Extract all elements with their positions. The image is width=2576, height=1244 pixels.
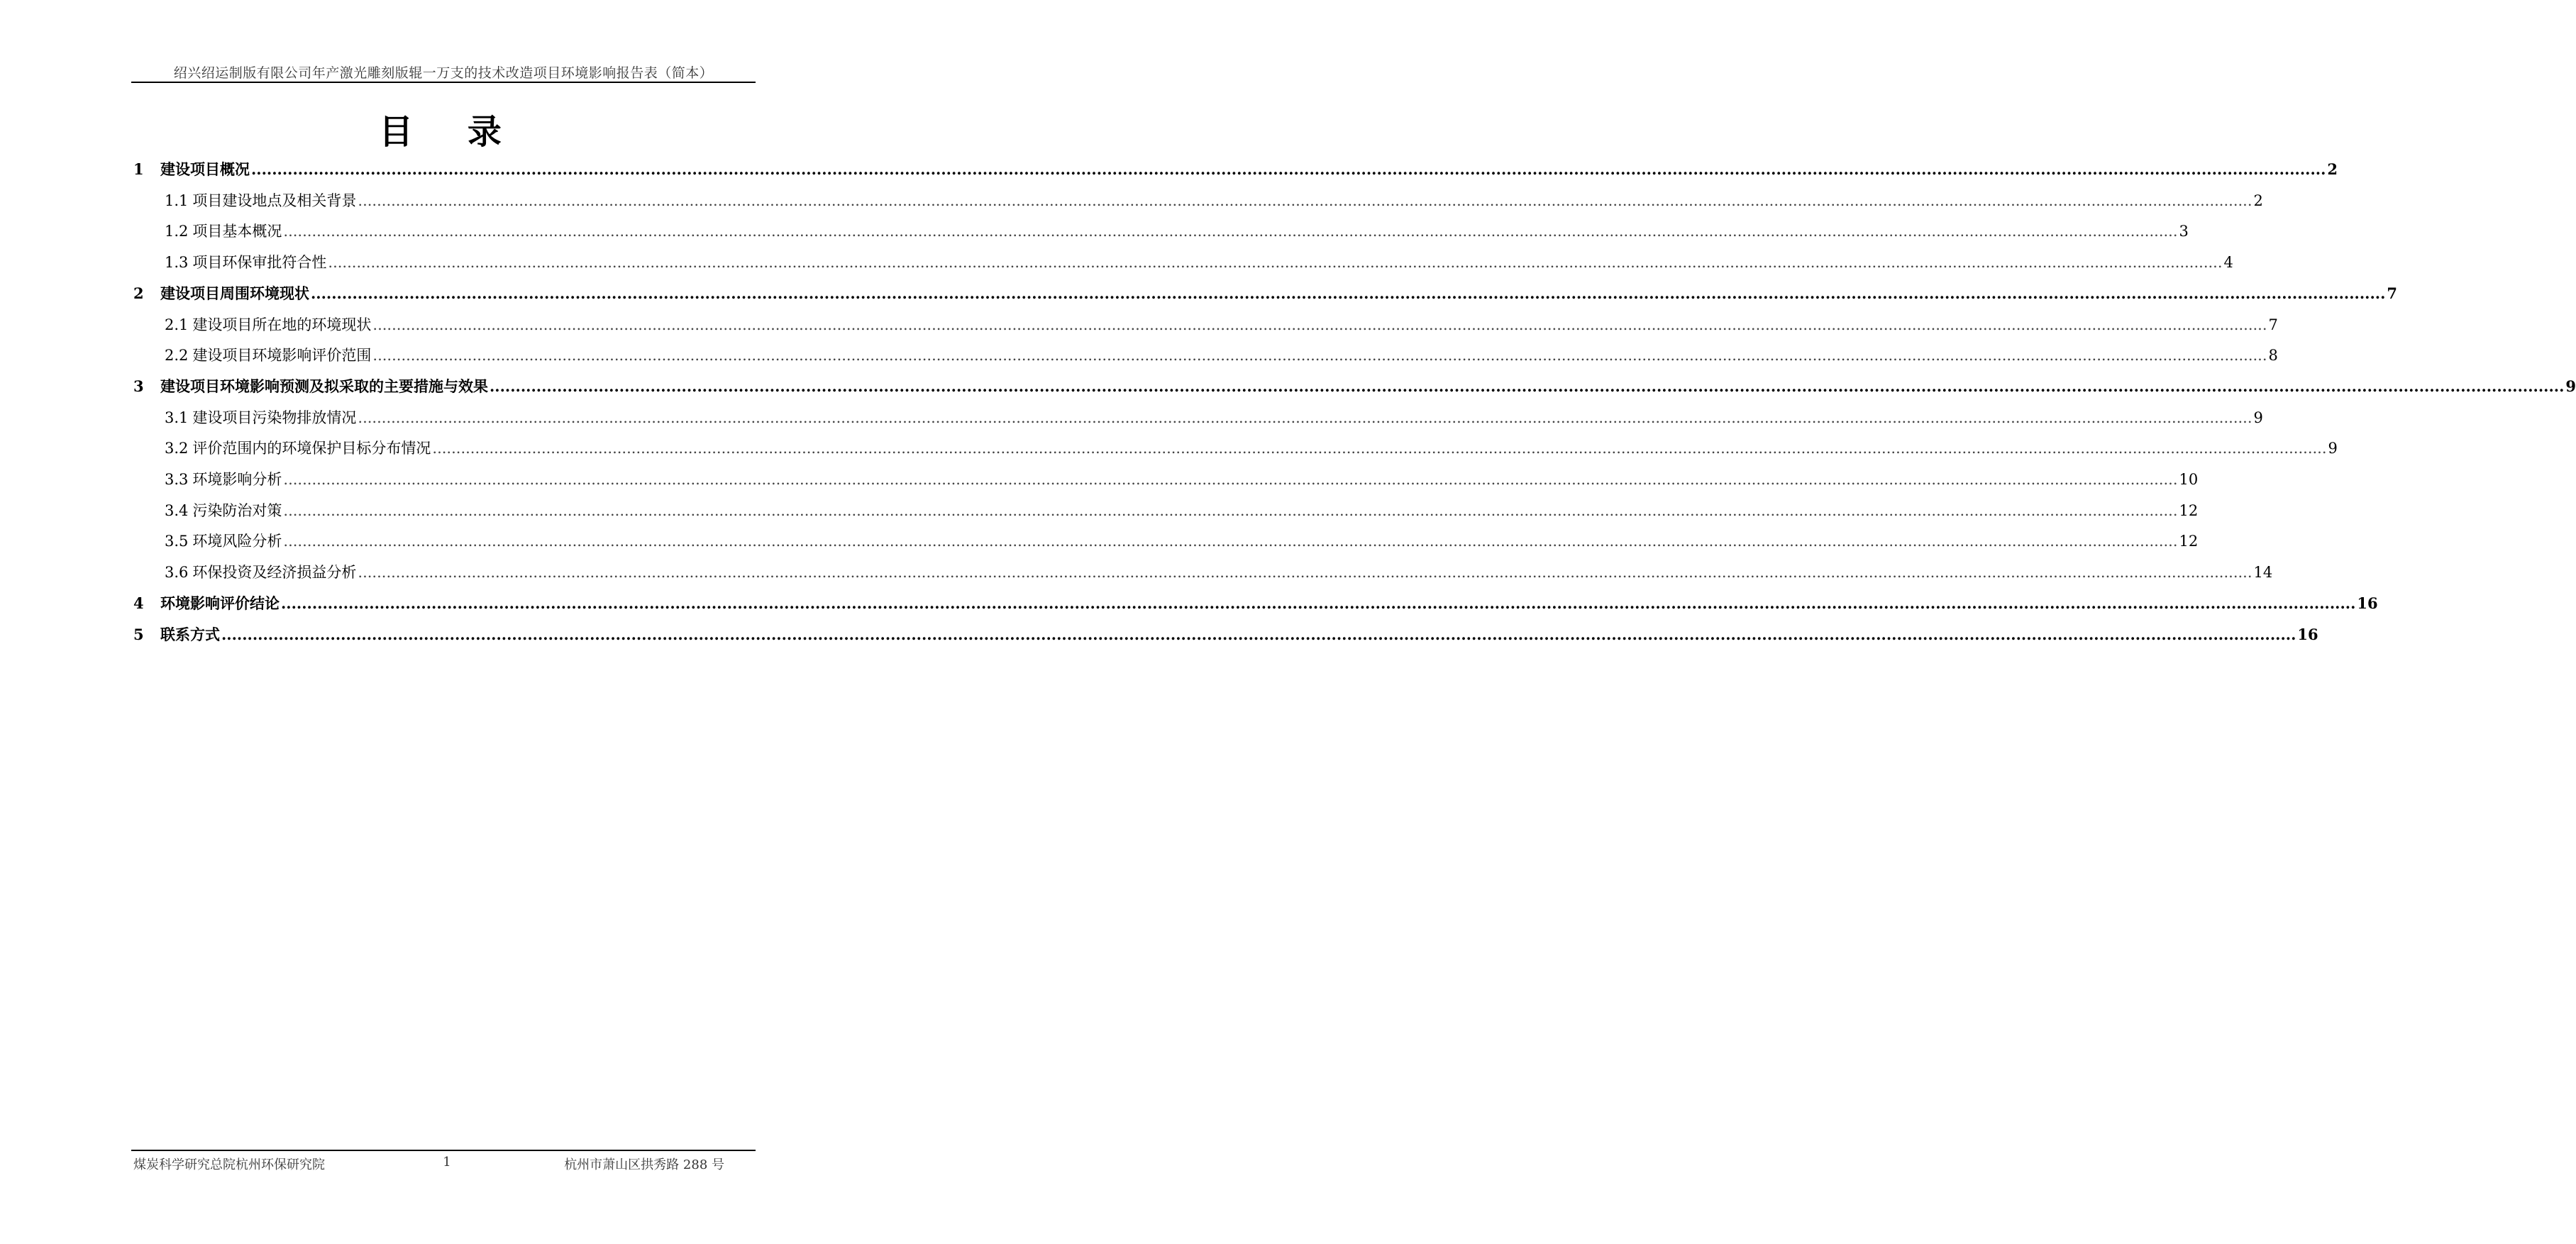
- toc-entry-page: 7: [2387, 284, 2398, 302]
- toc-entry-title: 建设项目周围环境现状: [160, 284, 309, 302]
- toc-entry-page: 3: [2179, 223, 2189, 240]
- footer-divider: [131, 1150, 756, 1151]
- toc-entry[interactable]: [165, 562, 2273, 583]
- toc-entry-page: 9: [2328, 440, 2338, 457]
- toc-entry[interactable]: [165, 314, 2278, 335]
- toc-dot-leader: ................................................................................................................................................................................................................................................................................................................................................................................................................: [328, 254, 2223, 272]
- toc-entry-number: 3.4: [165, 501, 189, 519]
- toc-dot-leader: ................................................................................................................................................................................................................................................................................................................................................................................................................: [283, 471, 2178, 488]
- toc-entry-page: 9: [2253, 409, 2263, 426]
- toc-entry[interactable]: [133, 376, 2576, 397]
- toc-entry-number: 1.1: [165, 191, 189, 209]
- toc-entry[interactable]: [133, 283, 2398, 304]
- toc-entry-page: 4: [2223, 254, 2233, 272]
- toc-entry-title: 环保投资及经济损益分析: [192, 564, 357, 582]
- toc-entry-title: 项目环保审批符合性: [192, 254, 327, 272]
- toc-entry-title: 污染防治对策: [192, 501, 282, 519]
- toc-entry-number: 3.5: [165, 533, 189, 550]
- footer-organization: 煤炭科学研究总院杭州环保研究院: [133, 1157, 325, 1172]
- toc-entry-title: 建设项目污染物排放情况: [192, 409, 357, 426]
- toc-entry-title: 环境影响评价结论: [160, 594, 280, 612]
- toc-dot-leader: ................................................................................................................................................................................................................................................................................................................................................................................................................: [221, 625, 2296, 643]
- toc-entry-number: 4: [133, 594, 144, 612]
- toc-entry-page: 12: [2179, 533, 2199, 550]
- toc-dot-leader: ................................................................................................................................................................................................................................................................................................................................................................................................................: [283, 223, 2178, 240]
- toc-entry-page: 7: [2268, 316, 2278, 333]
- toc-entry-title: 联系方式: [160, 625, 220, 643]
- toc-entry-title: 项目基本概况: [192, 223, 282, 240]
- toc-dot-leader: ................................................................................................................................................................................................................................................................................................................................................................................................................: [372, 347, 2267, 365]
- toc-dot-leader: ................................................................................................................................................................................................................................................................................................................................................................................................................: [281, 594, 2356, 612]
- toc-entry[interactable]: [165, 252, 2233, 273]
- toc-entry-page: 9: [2565, 377, 2576, 395]
- toc-dot-leader: ................................................................................................................................................................................................................................................................................................................................................................................................................: [283, 533, 2178, 550]
- toc-dot-leader: ................................................................................................................................................................................................................................................................................................................................................................................................................: [251, 160, 2326, 178]
- toc-entry[interactable]: [165, 190, 2263, 211]
- toc-entry-number: 3.2: [165, 440, 189, 457]
- footer-page-number: 1: [443, 1155, 451, 1170]
- toc-entry-page: 16: [2357, 594, 2378, 612]
- footer-address: 杭州市萧山区拱秀路 288 号: [564, 1157, 724, 1172]
- toc-entry-title: 建设项目环境影响评价范围: [192, 347, 372, 365]
- toc-entry-number: 2.1: [165, 316, 189, 333]
- toc-dot-leader: ................................................................................................................................................................................................................................................................................................................................................................................................................: [311, 284, 2386, 302]
- toc-entry-number: 1.2: [165, 223, 189, 240]
- toc-entry-number: 2: [133, 284, 144, 302]
- header-divider: [131, 82, 756, 83]
- toc-entry[interactable]: [165, 438, 2338, 459]
- toc-entry-title: 环境影响分析: [192, 471, 282, 488]
- toc-entry[interactable]: [165, 531, 2199, 552]
- toc-dot-leader: ................................................................................................................................................................................................................................................................................................................................................................................................................: [432, 440, 2327, 457]
- toc-entry-page: 2: [2327, 160, 2338, 178]
- toc-entry-number: 5: [133, 625, 144, 643]
- page-title: 目 录: [379, 112, 523, 152]
- toc-entry-number: 3.1: [165, 409, 189, 426]
- toc-entry[interactable]: [165, 345, 2278, 366]
- toc-dot-leader: ................................................................................................................................................................................................................................................................................................................................................................................................................: [358, 191, 2252, 209]
- toc-entry-number: 1: [133, 160, 144, 178]
- toc-entry-number: 3: [133, 377, 144, 395]
- toc-dot-leader: ................................................................................................................................................................................................................................................................................................................................................................................................................: [358, 564, 2252, 582]
- toc-entry-page: 14: [2253, 564, 2273, 582]
- toc-entry[interactable]: [165, 469, 2199, 490]
- toc-entry[interactable]: [133, 593, 2378, 614]
- toc-entry-page: 2: [2253, 191, 2263, 209]
- toc-entry-number: 1.3: [165, 254, 189, 272]
- toc-entry[interactable]: [165, 221, 2189, 242]
- toc-entry-page: 16: [2297, 625, 2318, 643]
- toc-entry-page: 12: [2179, 501, 2199, 519]
- toc-entry-number: 3.6: [165, 564, 189, 582]
- toc-entry-title: 评价范围内的环境保护目标分布情况: [192, 440, 431, 457]
- toc-dot-leader: ................................................................................................................................................................................................................................................................................................................................................................................................................: [358, 409, 2252, 426]
- running-header: 绍兴绍运制版有限公司年产激光雕刻版辊一万支的技术改造项目环境影响报告表（简本）: [173, 65, 714, 81]
- toc-entry-title: 建设项目所在地的环境现状: [192, 316, 372, 333]
- toc-entry[interactable]: [133, 159, 2338, 180]
- toc-entry[interactable]: [165, 500, 2199, 521]
- toc-entry-title: 项目建设地点及相关背景: [192, 191, 357, 209]
- toc-entry[interactable]: [133, 624, 2318, 645]
- toc-entry-page: 8: [2268, 347, 2278, 365]
- toc-dot-leader: ................................................................................................................................................................................................................................................................................................................................................................................................................: [283, 501, 2178, 519]
- toc-dot-leader: ................................................................................................................................................................................................................................................................................................................................................................................................................: [372, 316, 2267, 333]
- toc-entry-number: 3.3: [165, 471, 189, 488]
- toc-entry-page: 10: [2179, 471, 2199, 488]
- toc-entry[interactable]: [165, 407, 2263, 428]
- toc-entry-number: 2.2: [165, 347, 189, 365]
- toc-entry-title: 建设项目环境影响预测及拟采取的主要措施与效果: [160, 377, 488, 395]
- toc-entry-title: 环境风险分析: [192, 533, 282, 550]
- toc-dot-leader: ................................................................................................................................................................................................................................................................................................................................................................................................................: [490, 377, 2565, 395]
- toc-entry-title: 建设项目概况: [160, 160, 250, 178]
